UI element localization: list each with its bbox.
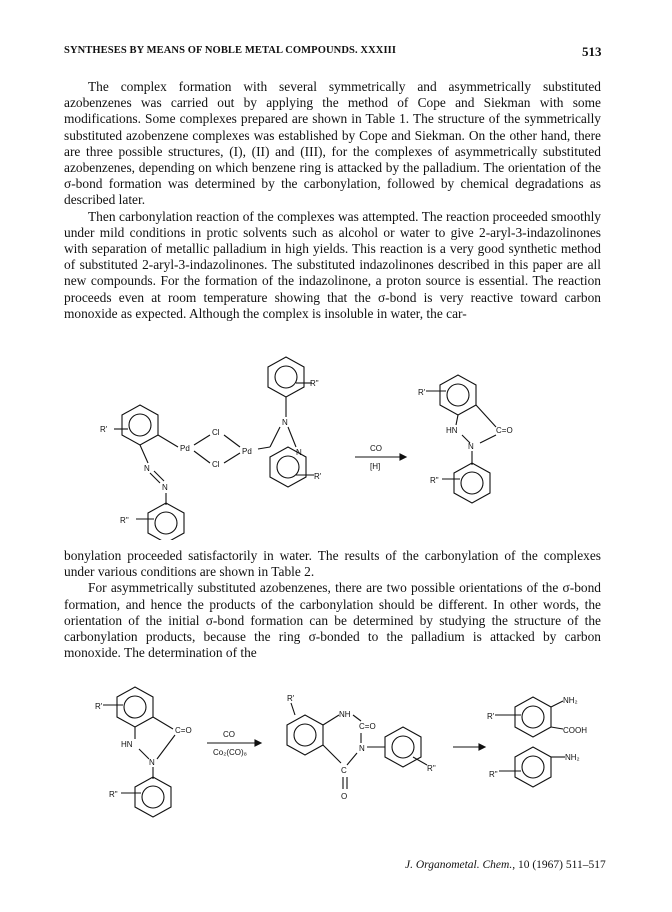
benzene-ring <box>440 375 476 415</box>
chloride-label: Cl <box>212 460 220 469</box>
carbonyl-label: C=O <box>175 726 192 735</box>
benzene-ring <box>515 747 551 787</box>
substituent-label: R' <box>100 425 108 434</box>
substituent-label: R' <box>418 388 426 397</box>
substituent-label: R" <box>430 476 439 485</box>
nitrogen-label: N <box>144 464 150 473</box>
nitrogen-label: N <box>162 483 168 492</box>
palladium-label: Pd <box>242 447 252 456</box>
substituent-label: R' <box>95 702 103 711</box>
journal-citation <box>405 859 606 871</box>
carbon-label: C <box>341 766 347 775</box>
substituent-label: R'' <box>427 764 436 773</box>
benzene-ring <box>268 357 304 397</box>
body-text-top <box>64 79 601 322</box>
reagent-label: Co₂(CO)₈ <box>213 748 247 757</box>
substituent-label: R" <box>109 790 118 799</box>
substituent-label: R'' <box>120 516 129 525</box>
carboxyl-group-label: COOH <box>563 726 587 735</box>
nitrogen-label: N <box>468 442 474 451</box>
benzene-ring <box>287 715 323 755</box>
substituent-label: R' <box>314 472 322 481</box>
body-text-bottom <box>64 548 601 661</box>
benzene-ring <box>117 687 153 727</box>
nitrogen-label: N <box>149 758 155 767</box>
paragraph: Then carbonylation reaction of the complexes was attempted. The reaction proceeded smoothly under mild conditions in protic solvents such as alcohol or water to give 2-aryl-3-indazolinones with separation of metallic palladium in high yields. This reaction is a very good synthetic method of substituted 2-aryl-3-indazolinones. The substituted indazolinones described in this paper are all new compounds. For the formation of the indazolinone, a proton source is essential. The reaction proceeds even at room temperature showing that the σ-bond is very reactive toward carbon monoxide as expected. Although the complex is insoluble in water, the car- <box>64 208 601 321</box>
chloride-label: Cl <box>212 428 220 437</box>
scheme-indazolinone-degradation <box>95 685 605 825</box>
palladium-label: Pd <box>180 444 190 453</box>
paragraph: bonylation proceeded satisfactorily in water. The results of the carbonylation of the complexes under various conditions are shown in Table 2. <box>64 548 601 580</box>
citation-details: 10 (1967) 511–517 <box>515 859 606 871</box>
amine-label: HN <box>121 740 133 749</box>
carbonyl-label: C=O <box>359 722 376 731</box>
nitrogen-label: N <box>359 744 365 753</box>
benzene-ring <box>148 503 184 540</box>
oxygen-label: O <box>341 792 348 801</box>
benzene-ring <box>515 697 551 737</box>
amine-label: HN <box>446 426 458 435</box>
journal-name: J. Organometal. Chem., <box>405 859 516 871</box>
benzene-ring <box>135 777 171 817</box>
benzene-ring <box>385 727 421 767</box>
substituent-label: R" <box>310 379 319 388</box>
substituent-label: R' <box>487 712 495 721</box>
nitrogen-label: N <box>296 448 302 457</box>
substituent-label: R" <box>489 770 498 779</box>
amine-label: NH <box>339 710 351 719</box>
page-number: 513 <box>582 44 602 59</box>
reagent-label: CO <box>370 444 382 453</box>
paragraph: The complex formation with several symmetrically and asymmetrically substituted azobenzenes was carried out by applying the method of Cope and Siekman with some modifications. Some complexes prepared are shown in Table 1. The structure of the symmetrically substituted azobenzene complexes was established by Cope and Siekman. On the other hand, there are three possible structures, (I), (II) and (III), for the complexes of asymmetrically substituted azobenzenes, depending on which benzene ring is attacked by the palladium. The orientation of the σ-bond formation was determined by the carbonylation, followed by chemical degradations as described later. <box>64 79 601 208</box>
benzene-ring <box>122 405 158 445</box>
reagent-label: [H] <box>370 462 381 471</box>
amine-group-label: NH₂ <box>565 753 580 762</box>
nitrogen-label: N <box>282 418 288 427</box>
carbonyl-label: C=O <box>496 426 513 435</box>
running-header: SYNTHESES BY MEANS OF NOBLE METAL COMPOUNDS. XXXIII <box>64 45 397 56</box>
amine-group-label: NH₂ <box>563 696 578 705</box>
scheme-pd-complex-carbonylation <box>100 355 550 540</box>
substituent-label: R' <box>287 694 295 703</box>
reagent-label: CO <box>223 730 235 739</box>
benzene-ring <box>454 463 490 503</box>
paragraph: For asymmetrically substituted azobenzenes, there are two possible orientations of the σ-bond formation, and hence the products of the carbonylation should be different. In other words, the orientation of the initial σ-bond formation can be determined by studying the structure of the carbonylation products, because the ring σ-bonded to the palladium is attacked by carbon monoxide. The determination of the <box>64 580 601 661</box>
